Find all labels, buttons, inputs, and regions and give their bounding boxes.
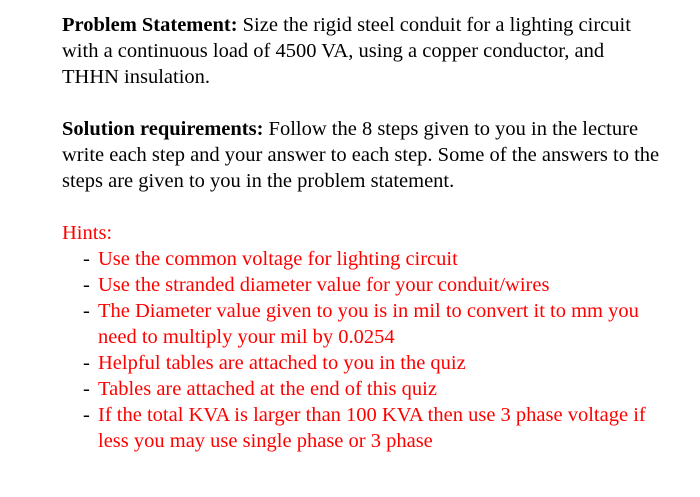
solution-requirements-text: Follow the 8 steps given to you in the lecture write each step and your answer to each step. Some of the answers to the steps are given to you in the problem statement. xyxy=(62,118,660,192)
hint-text: Use the common voltage for lighting circuit xyxy=(98,248,458,270)
problem-statement-heading: Problem Statement: xyxy=(62,14,238,36)
hints-section xyxy=(62,220,662,454)
solution-requirements xyxy=(62,116,662,194)
hints-title: Hints: xyxy=(62,222,113,244)
problem-statement-text: Size the rigid steel conduit for a lighting circuit with a continuous load of 4500 VA, using a copper conductor, and THHN insulation. xyxy=(62,14,631,88)
list-item xyxy=(83,350,662,376)
list-dash: - xyxy=(83,378,90,400)
hint-text: Use the stranded diameter value for your conduit/wires xyxy=(98,274,550,296)
paragraph-spacer xyxy=(62,194,662,220)
list-dash: - xyxy=(83,300,90,322)
problem-statement xyxy=(62,12,662,90)
list-dash: - xyxy=(83,248,90,270)
list-item xyxy=(83,246,662,272)
list-dash: - xyxy=(83,404,90,426)
hint-list xyxy=(62,246,662,454)
hint-text: Helpful tables are attached to you in the quiz xyxy=(98,352,466,374)
list-item xyxy=(83,402,662,454)
solution-requirements-heading: Solution requirements: xyxy=(62,118,264,140)
hint-text: Tables are attached at the end of this quiz xyxy=(98,378,437,400)
document-page xyxy=(62,12,662,454)
hint-text: The Diameter value given to you is in mil to convert it to mm you need to multiply your mil by 0.0254 xyxy=(98,300,639,348)
list-dash: - xyxy=(83,274,90,296)
paragraph-spacer xyxy=(62,90,662,116)
list-item xyxy=(83,272,662,298)
list-item xyxy=(83,298,662,350)
list-item xyxy=(83,376,662,402)
list-dash: - xyxy=(83,352,90,374)
hint-text: If the total KVA is larger than 100 KVA then use 3 phase voltage if less you may use single phase or 3 phase xyxy=(98,404,646,452)
